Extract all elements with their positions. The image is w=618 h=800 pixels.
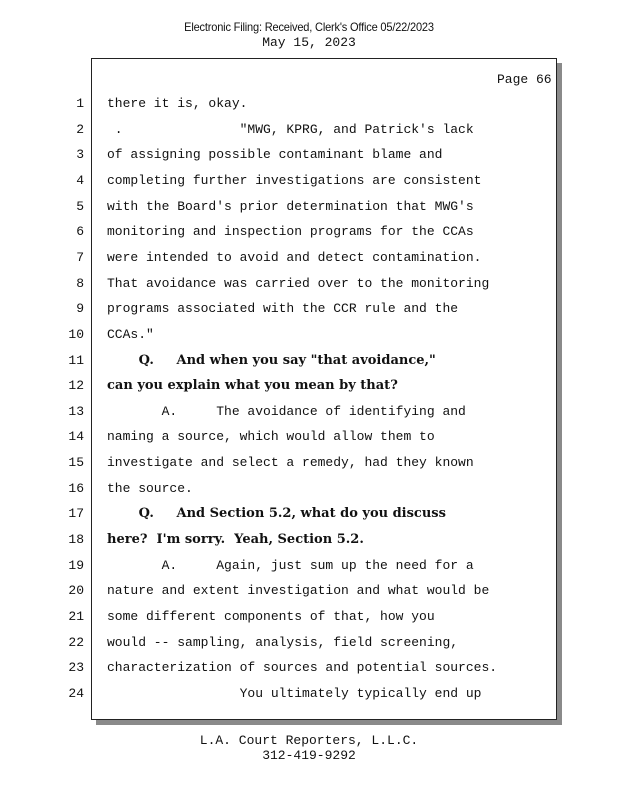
transcript-line: nature and extent investigation and what would be bbox=[107, 583, 490, 598]
deposition-date: May 15, 2023 bbox=[262, 35, 356, 50]
line-number: 16 bbox=[68, 481, 84, 496]
transcript-line: of assigning possible contaminant blame and bbox=[107, 147, 443, 162]
line-number: 23 bbox=[68, 660, 84, 675]
transcript-line: investigate and select a remedy, had they known bbox=[107, 455, 474, 470]
line-number: 5 bbox=[76, 199, 84, 214]
transcript-line: the source. bbox=[107, 481, 193, 496]
line-number: 18 bbox=[68, 532, 84, 547]
line-number: 14 bbox=[68, 429, 84, 444]
transcript-line: Q. And when you say "that avoidance," bbox=[107, 353, 436, 368]
line-number: 7 bbox=[76, 250, 84, 265]
line-number: 6 bbox=[76, 224, 84, 239]
line-number: 20 bbox=[68, 583, 84, 598]
line-number: 19 bbox=[68, 558, 84, 573]
transcript-line: That avoidance was carried over to the monitoring bbox=[107, 276, 490, 291]
transcript-line: completing further investigations are consistent bbox=[107, 173, 482, 188]
line-number: 21 bbox=[68, 609, 84, 624]
transcript-line: there it is, okay. bbox=[107, 96, 248, 111]
transcript-line: were intended to avoid and detect contamination. bbox=[107, 250, 482, 265]
line-number: 11 bbox=[68, 353, 84, 368]
filing-stamp: Electronic Filing: Received, Clerk's Office 05/22/2023 bbox=[184, 20, 434, 34]
line-number: 15 bbox=[68, 455, 84, 470]
reporter-company: L.A. Court Reporters, L.L.C. bbox=[199, 733, 419, 748]
transcript-line: characterization of sources and potential sources. bbox=[107, 660, 498, 675]
line-number: 22 bbox=[68, 635, 84, 650]
transcript-line: CCAs." bbox=[107, 327, 154, 342]
line-number: 17 bbox=[68, 506, 84, 521]
page-number: Page 66 bbox=[497, 72, 552, 87]
transcript-line: with the Board's prior determination that MWG's bbox=[107, 199, 474, 214]
line-number: 12 bbox=[68, 378, 84, 393]
transcript-line: programs associated with the CCR rule and the bbox=[107, 301, 459, 316]
line-number: 3 bbox=[76, 147, 84, 162]
transcript-line: can you explain what you mean by that? bbox=[107, 378, 398, 393]
transcript-line: monitoring and inspection programs for the CCAs bbox=[107, 224, 474, 239]
transcript-line: Q. And Section 5.2, what do you discuss bbox=[107, 506, 446, 521]
transcript-line: would -- sampling, analysis, field screening, bbox=[107, 635, 459, 650]
transcript-line: here? I'm sorry. Yeah, Section 5.2. bbox=[107, 532, 364, 547]
line-number: 24 bbox=[68, 686, 84, 701]
transcript-line: You ultimately typically end up bbox=[107, 686, 482, 701]
line-number: 13 bbox=[68, 404, 84, 419]
transcript-line: A. The avoidance of identifying and bbox=[107, 404, 466, 419]
line-number: 2 bbox=[76, 122, 84, 137]
line-number: 8 bbox=[76, 276, 84, 291]
transcript-line: naming a source, which would allow them to bbox=[107, 429, 435, 444]
transcript-line: A. Again, just sum up the need for a bbox=[107, 558, 474, 573]
line-number: 1 bbox=[76, 96, 84, 111]
line-number: 9 bbox=[76, 301, 84, 316]
transcript-line: . "MWG, KPRG, and Patrick's lack bbox=[107, 122, 474, 137]
line-number: 10 bbox=[68, 327, 84, 342]
reporter-phone: 312-419-9292 bbox=[262, 748, 356, 763]
transcript-line: some different components of that, how you bbox=[107, 609, 435, 624]
line-number: 4 bbox=[76, 173, 84, 188]
